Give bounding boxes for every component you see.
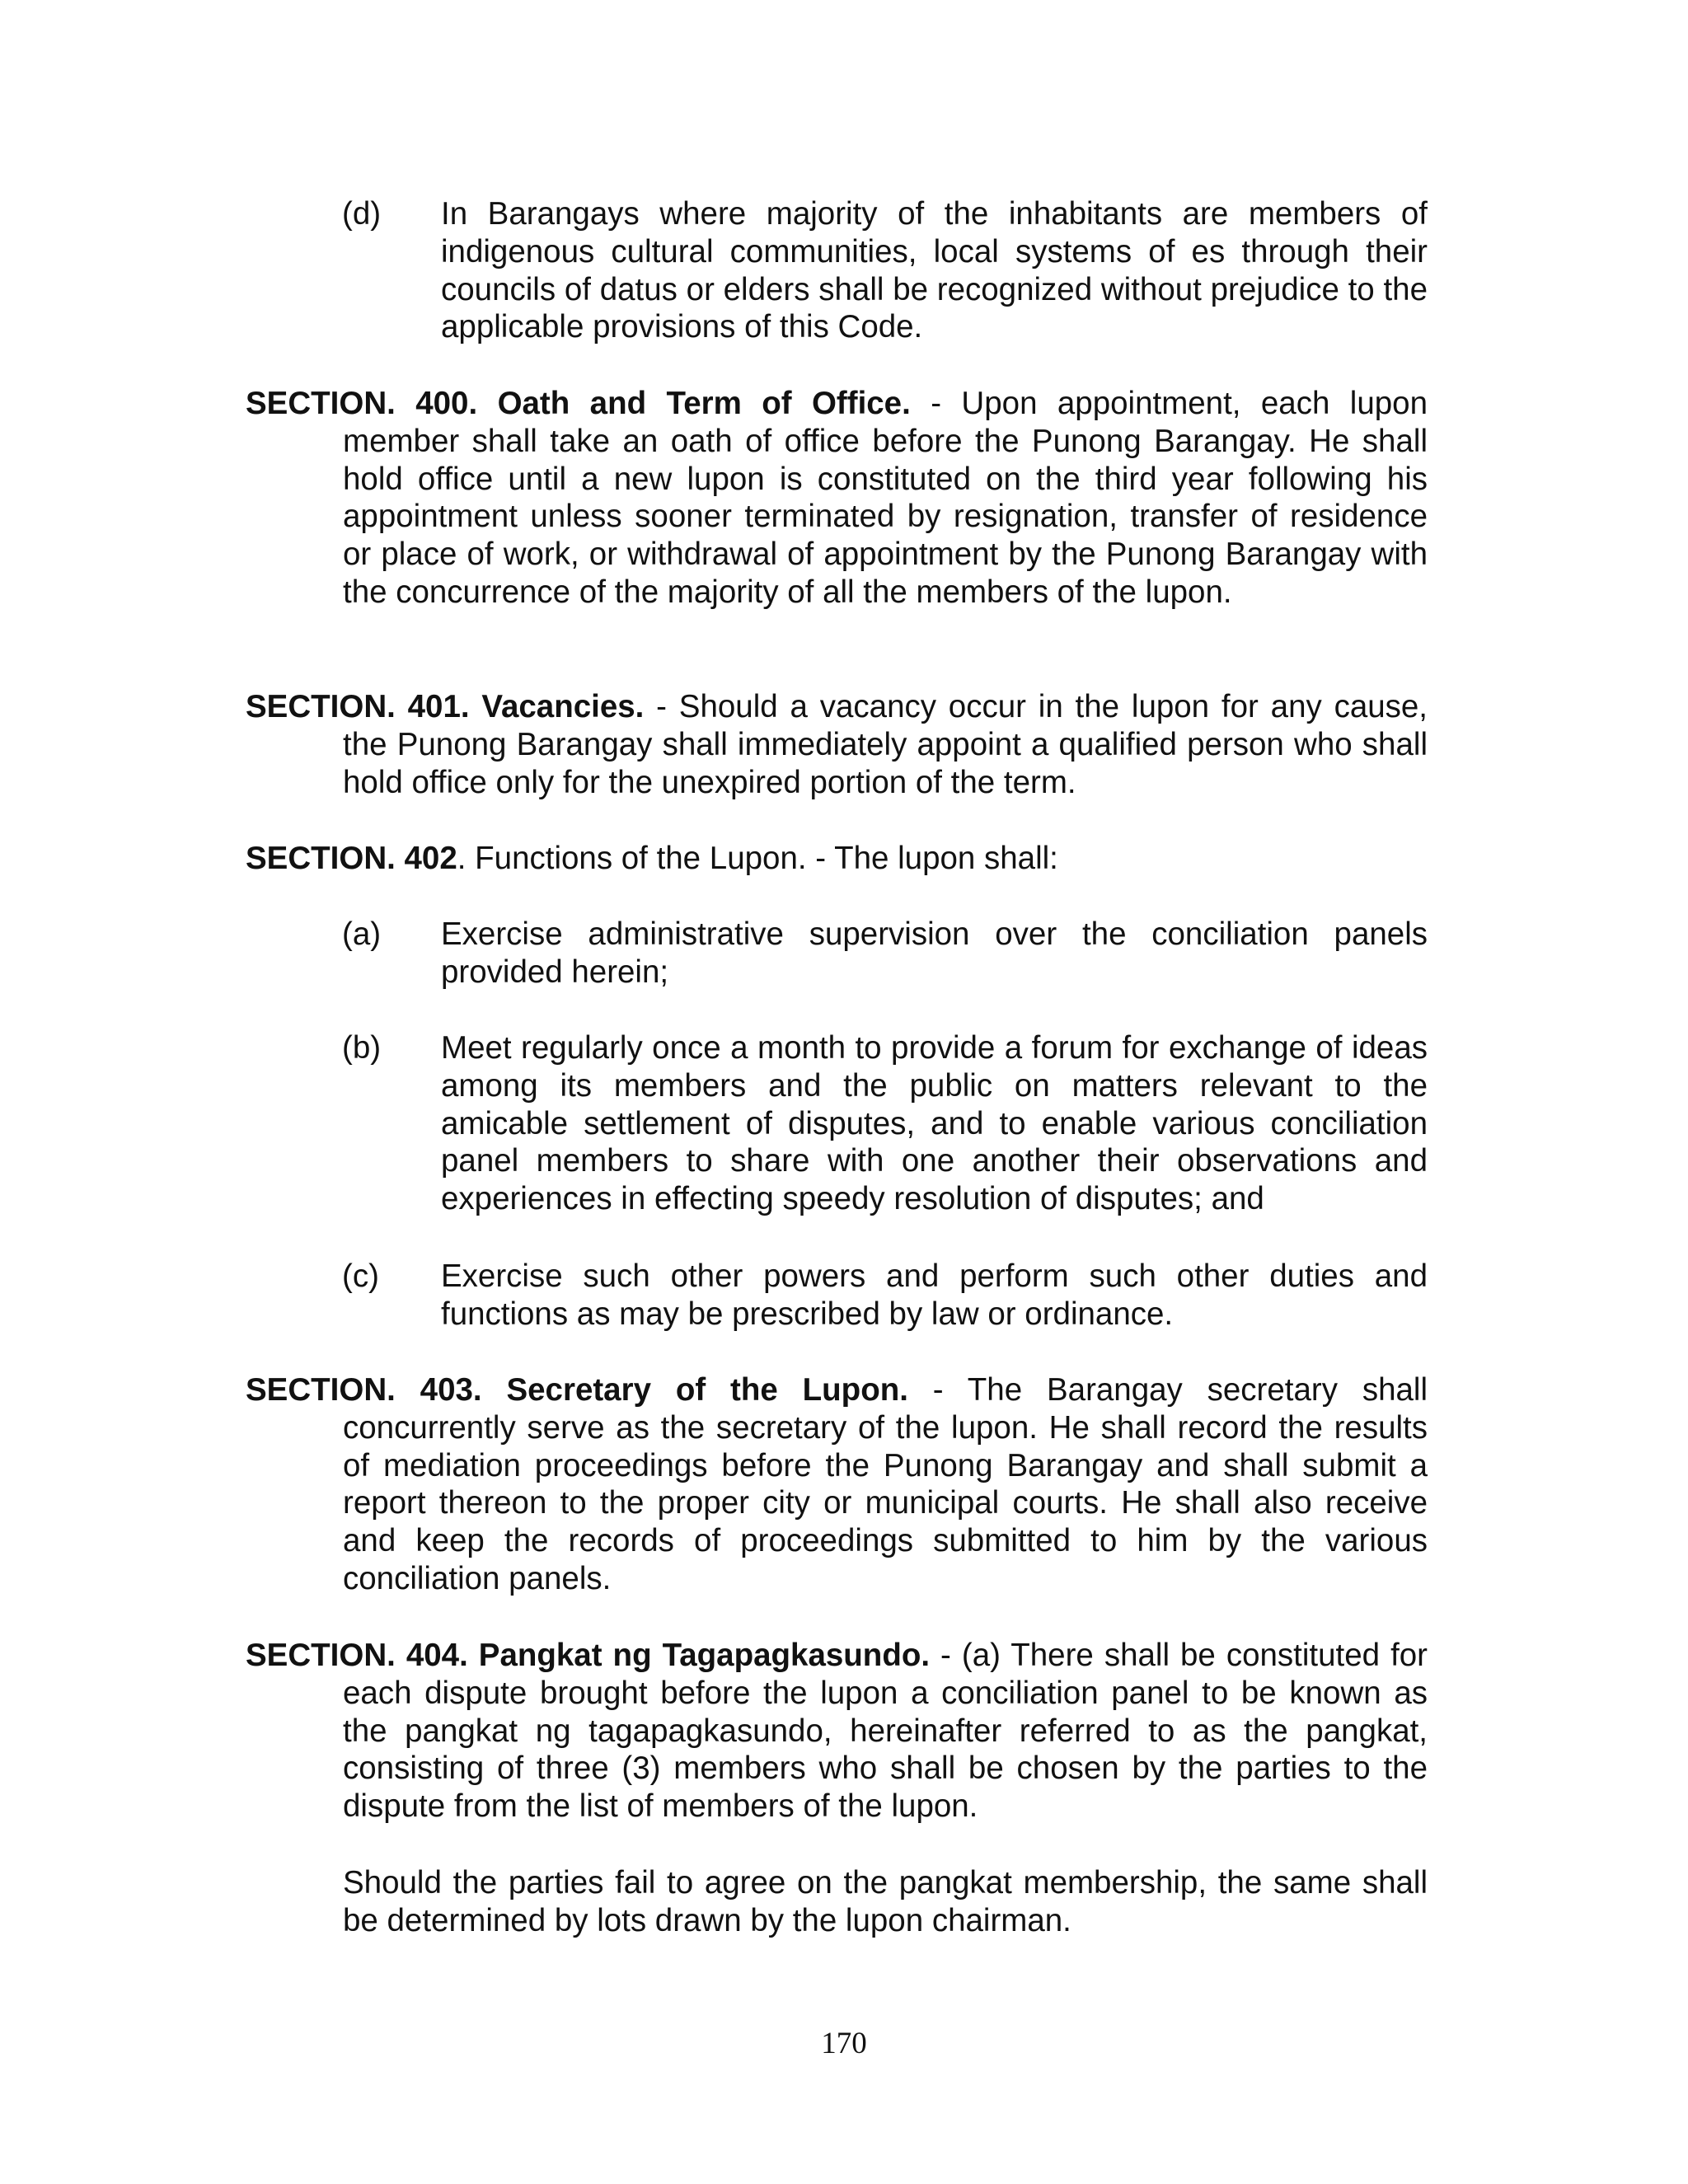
section-403 (246, 1371, 1428, 1598)
page-number: 170 (821, 2027, 867, 2060)
section-402 (246, 840, 1428, 878)
item-c-marker: (c) (342, 1258, 379, 1294)
item-a-text: Exercise administrative supervision over the conciliation panels provided herein; (441, 916, 1428, 990)
item-b-marker: (b) (342, 1030, 382, 1066)
section-400-text (246, 385, 1428, 612)
section-404-paragraph-2: Should the parties fail to agree on the pangkat membership, the same shall be determined by lots drawn by the lupon chairman. (343, 1865, 1428, 1938)
section-401-body: - Should a vacancy occur in the lupon for any cause, the Punong Barangay shall immediately appoint a qualified person who shall hold office only for the unexpired portion of the term. (343, 689, 1428, 800)
item-a-marker: (a) (342, 916, 382, 952)
section-402-text (246, 840, 1428, 878)
item-b (342, 1029, 1428, 1218)
section-404 (246, 1637, 1428, 1825)
section-404-text (246, 1637, 1428, 1825)
item-d (342, 195, 1428, 346)
section-400-heading: SECTION. 400. Oath and Term of Office. (246, 386, 911, 421)
section-400 (246, 385, 1428, 612)
section-404-heading: SECTION. 404. Pangkat ng Tagapagkasundo. (246, 1638, 931, 1673)
item-b-text: Meet regularly once a month to provide a forum for exchange of ideas among its members and the public on matters relevant to the amicable settlement of disputes, and to enable various conciliation panel members to share with one another their observations and experiences in effecting speedy resolution of disputes; and (441, 1030, 1428, 1217)
section-402-body: . Functions of the Lupon. - The lupon shall: (457, 841, 1058, 876)
item-c-text: Exercise such other powers and perform such other duties and functions as may be prescribed by law or ordinance. (441, 1258, 1428, 1332)
section-403-body: - The Barangay secretary shall concurrently serve as the secretary of the lupon. He shall record the results of mediation proceedings before the Punong Barangay and shall submit a report thereon to the proper city or municipal courts. He shall also receive and keep the records of proceedings submitted to him by the various conciliation panels. (343, 1372, 1428, 1596)
section-401-text (246, 688, 1428, 801)
section-401-heading: SECTION. 401. Vacancies. (246, 689, 645, 724)
section-403-text (246, 1371, 1428, 1598)
item-c (342, 1258, 1428, 1333)
section-403-heading: SECTION. 403. Secretary of the Lupon. (246, 1372, 908, 1408)
section-402-heading: SECTION. 402 (246, 841, 457, 876)
item-d-text: In Barangays where majority of the inhabitants are members of indigenous cultural communities, local systems of es through their councils of datus or elders shall be recognized without prejudice to the applicable provisions of this Code. (441, 196, 1428, 345)
item-d-marker: (d) (342, 196, 382, 232)
section-400-body: - Upon appointment, each lupon member shall take an oath of office before the Punong Barangay. He shall hold office until a new lupon is constituted on the third year following his appointment unless sooner terminated by resignation, transfer of residence or place of work, or withdrawal of appointment by the Punong Barangay with the concurrence of the majority of all the members of the lupon. (343, 386, 1428, 610)
item-a (342, 916, 1428, 991)
section-401 (246, 688, 1428, 801)
section-404-body: - (a) There shall be constituted for each dispute brought before the lupon a conciliation panel to be known as the pangkat ng tagapagkasundo, hereinafter referred to as the pangkat, consisting of three (3) members who shall be chosen by the parties to the dispute from the list of members of the lupon. (343, 1638, 1428, 1825)
